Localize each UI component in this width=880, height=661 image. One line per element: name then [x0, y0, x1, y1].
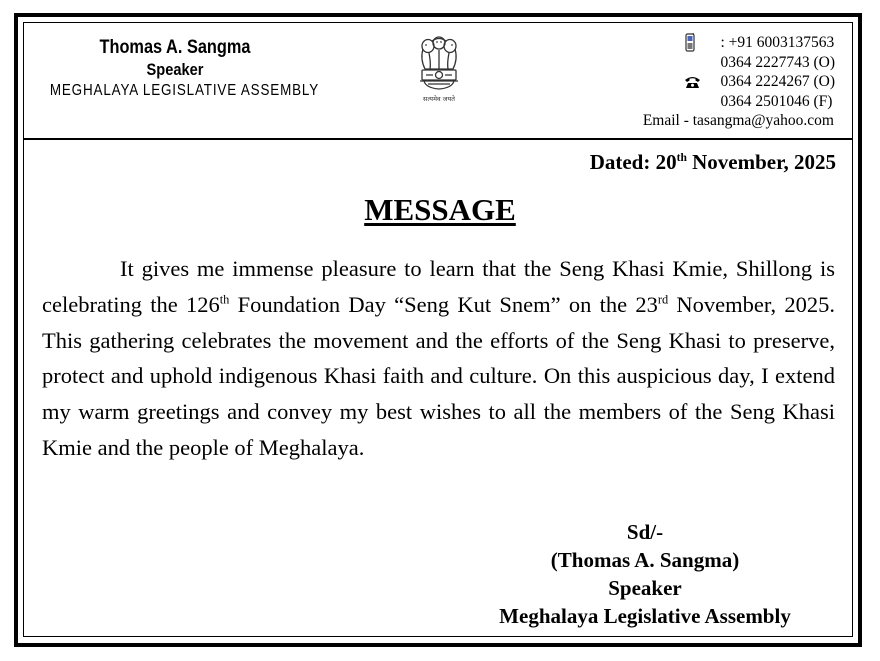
header-divider — [23, 138, 853, 140]
speaker-name: Thomas A. Sangma — [99, 37, 251, 58]
message-heading: MESSAGE — [364, 192, 516, 227]
body-part-3: November, 2025. This gathering celebrates the movement and the efforts of the Seng Khasi to preserve, protect and uphold indigenous Khasi faith and culture. On this auspicious day, I extend my warm greetings and convey my best wishes to all the members of the Seng Khasi Kmie and the people of Meghalaya. — [42, 291, 835, 460]
body-part-1: It gives me immense pleasure to learn that the Seng Khasi Kmie, Shillong is celebrating the 126 — [42, 256, 835, 317]
telephone-icon — [684, 72, 701, 92]
signature-block — [460, 518, 830, 630]
fax-number: 0364 2501046 (F) — [720, 92, 833, 110]
date-line — [590, 150, 836, 175]
signature-name: (Thomas A. Sangma) — [550, 548, 740, 572]
contact-block — [720, 33, 835, 111]
date-ordinal: th — [676, 152, 687, 164]
signature-sd: Sd/- — [626, 520, 664, 544]
body-part-2: Foundation Day “Seng Kut Snem” on the 23 — [229, 291, 658, 317]
signature-title: Speaker — [608, 576, 682, 600]
phone-row-1 — [720, 53, 835, 73]
state-emblem-icon — [414, 33, 464, 109]
letterhead-identity — [26, 36, 324, 102]
message-body — [42, 251, 835, 466]
signature-organization: Meghalaya Legislative Assembly — [499, 604, 791, 628]
speaker-title: Speaker — [146, 60, 204, 79]
body-ordinal-2: rd — [657, 292, 669, 307]
date-rest: November, 2025 — [686, 150, 836, 174]
phone-row-2 — [720, 72, 835, 92]
date-prefix: Dated: 20 — [589, 150, 677, 174]
mobile-row — [720, 33, 835, 53]
email-address: Email - tasangma@yahoo.com — [642, 112, 834, 129]
emblem-caption: सत्यमेव जयते — [423, 95, 455, 103]
fax-row — [720, 92, 835, 112]
phone-number-2: 0364 2224267 (O) — [720, 73, 835, 90]
body-ordinal-1: th — [219, 292, 230, 307]
mobile-phone-icon — [684, 33, 696, 53]
mobile-number: : +91 6003137563 — [720, 34, 835, 51]
phone-number-1: 0364 2227743 (O) — [720, 53, 835, 71]
assembly-name: MEGHALAYA LEGISLATIVE ASSEMBLY — [49, 82, 320, 99]
